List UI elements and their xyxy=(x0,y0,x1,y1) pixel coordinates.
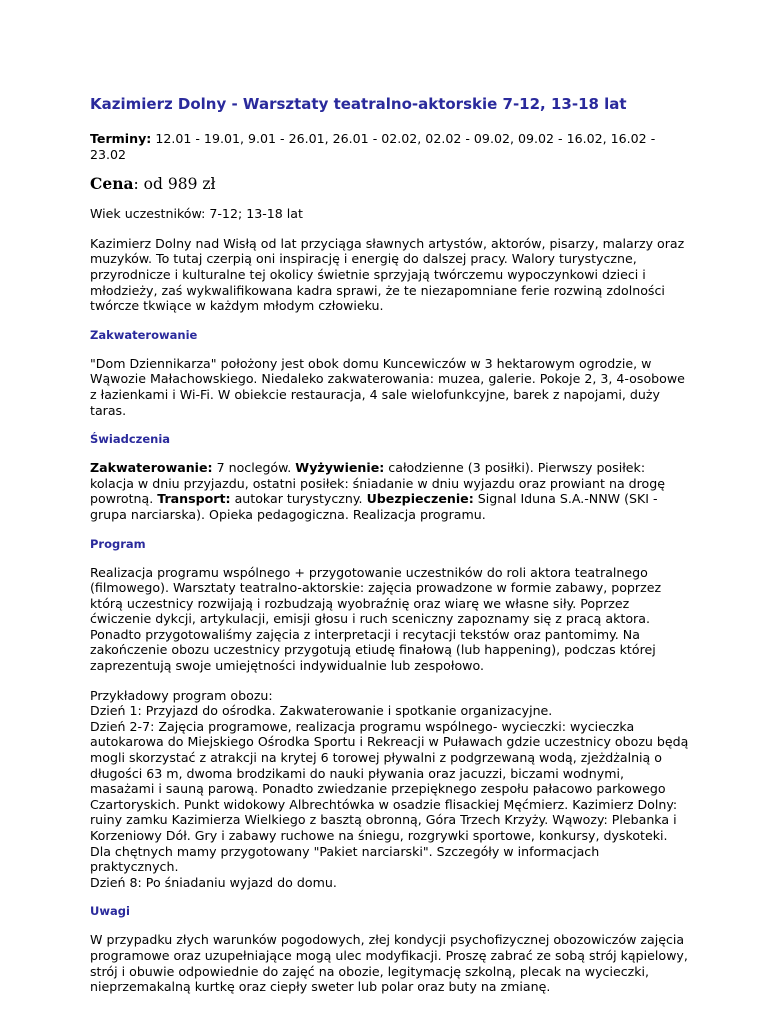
program-example-title: Przykładowy program obozu: xyxy=(90,687,273,703)
notes-heading: Uwagi xyxy=(90,904,130,919)
program-day-8: Dzień 8: Po śniadaniu wyjazd do domu. xyxy=(90,874,337,890)
program-day-2-7: Dzień 2-7: Zajęcia programowe, realizacja programu wspólnego- wycieczki: wycieczka autokarowa do Miejskiego Ośrodka Sportu i Rekreacji w Puławach gdzie uczestnicy obozu będą mogli skorzystać z atrakcji na krytej 6 torowej pływalni z podgrzewaną wodą, zjeżdżalnią o długości 63 m, dwoma brodzikami do nauki pływania oraz jacuzzi, biczami wodnymi, masażami i sauną parową. Ponadto zwiedzanie przepięknego zespołu pałacowo parkowego Czartoryskich. Punkt widokowy Albrechtówka w osadzie flisackiej Męćmierz. Kazimierz Dolny: ruiny zamku Kazimierza Wielkiego z basztą obronną, Góra Trzech Krzyży. Wąwozy: Plebanka i Korzeniowy Dół. Gry i zabawy ruchowe na śniegu, rozgrywki sportowe, konkursy, dyskoteki. Dla chętnych mamy przygotowany "Pakiet narciarski". Szczegóły w informacjach praktycznych. xyxy=(90,718,689,875)
age-paragraph: Wiek uczestników: 7-12; 13-18 lat xyxy=(90,206,303,222)
notes-paragraph: W przypadku złych warunków pogodowych, złej kondycji psychofizycznej obozowiczów zajęcia programowe oraz uzupełniające mogą ulec modyfikacji. Proszę zabrać ze sobą strój kąpielowy, strój i obuwie odpowiednie do zajęć na obozie, legitymację szkolną, plecak na wycieczki, nieprzemakalną kurtkę oraz ciepły sweter lub polar oraz buty na zmianę. xyxy=(90,932,688,995)
program-paragraph: Realizacja programu wspólnego + przygotowanie uczestników do roli aktora teatralnego (filmowego). Warsztaty teatralno-aktorskie: zajęcia prowadzone w formie zabawy, poprzez którą uczestnicy rozwijają i rozbudzają wyobraźnię oraz wiarę we własne siły. Poprzez ćwiczenie dykcji, artykulacji, emisji głosu i ruch sceniczny zapoznamy się z pracą aktora. Ponadto przygotowaliśmy zajęcia z interpretacji i recytacji tekstów oraz pantomimy. Na zakończenie obozu uczestnicy przygotują etiudę finałową (lub happening), podczas której zaprezentują swoje umiejętności indywidualnie lub zespołowo. xyxy=(90,564,662,674)
accommodation-paragraph: "Dom Dziennikarza" położony jest obok domu Kuncewiczów w 3 hektarowym ogrodzie, w Wąwozie Małachowskiego. Niedaleko zakwaterowania: muzea, galerie. Pokoje 2, 3, 4-osobowe z łazienkami i Wi-Fi. W obiekcie restauracja, 4 sale wielofunkcyjne, barek z napojami, duży taras. xyxy=(90,355,685,418)
page-title: Kazimierz Dolny - Warsztaty teatralno-aktorskie 7-12, 13-18 lat xyxy=(90,95,627,113)
benefits-paragraph xyxy=(90,460,690,522)
benefits-label-transport: Transport: xyxy=(157,491,231,507)
benefits-text-food: całodzienne (3 posiłki). Pierwszy posiłek: kolacja w dniu przyjazdu, ostatni posiłek: śniadanie w dniu wyjazdu oraz prowiant na drogę powrotną. xyxy=(90,460,666,507)
program-example xyxy=(90,688,690,891)
price-label: Cena xyxy=(90,174,134,194)
benefits-text-insurance: Signal Iduna S.A.-NNW (SKI - grupa narciarska). Opieka pedagogiczna. Realizacja programu. xyxy=(90,491,658,522)
benefits-label-accommodation: Zakwaterowanie: xyxy=(90,460,213,476)
intro-paragraph: Kazimierz Dolny nad Wisłą od lat przyciąga sławnych artystów, aktorów, pisarzy, malarzy oraz muzyków. To tutaj czerpią oni inspirację i energię do dalszej pracy. Walory turystyczne, przyrodnicze i kulturalne tej okolicy świetnie sprzyjają twórczemu wypoczynkowi dzieci i młodzieży, zaś wykwalifikowana kadra sprawi, że te niezapomniane ferie rozwiną zdolności twórcze tkwiące w każdym młodym człowieku. xyxy=(90,235,685,314)
price-value: : od 989 zł xyxy=(133,175,216,194)
price-line xyxy=(90,174,690,194)
terms-label: Terminy: xyxy=(90,131,152,146)
benefits-label-insurance: Ubezpieczenie: xyxy=(366,491,474,507)
document-body xyxy=(90,95,690,1009)
benefits-text-transport: autokar turystyczny. xyxy=(230,491,367,507)
program-heading: Program xyxy=(90,536,146,551)
terms-value: 12.01 - 19.01, 9.01 - 26.01, 26.01 - 02.02, 02.02 - 09.02, 09.02 - 16.02, 16.02 - 23.02 xyxy=(90,131,656,162)
benefits-heading: Świadczenia xyxy=(90,432,171,447)
terms-paragraph xyxy=(90,131,690,162)
benefits-label-food: Wyżywienie: xyxy=(295,460,385,476)
accommodation-heading: Zakwaterowanie xyxy=(90,327,198,342)
program-day-1: Dzień 1: Przyjazd do ośrodka. Zakwaterowanie i spotkanie organizacyjne. xyxy=(90,703,553,719)
benefits-text-accommodation: 7 noclegów. xyxy=(212,460,296,476)
